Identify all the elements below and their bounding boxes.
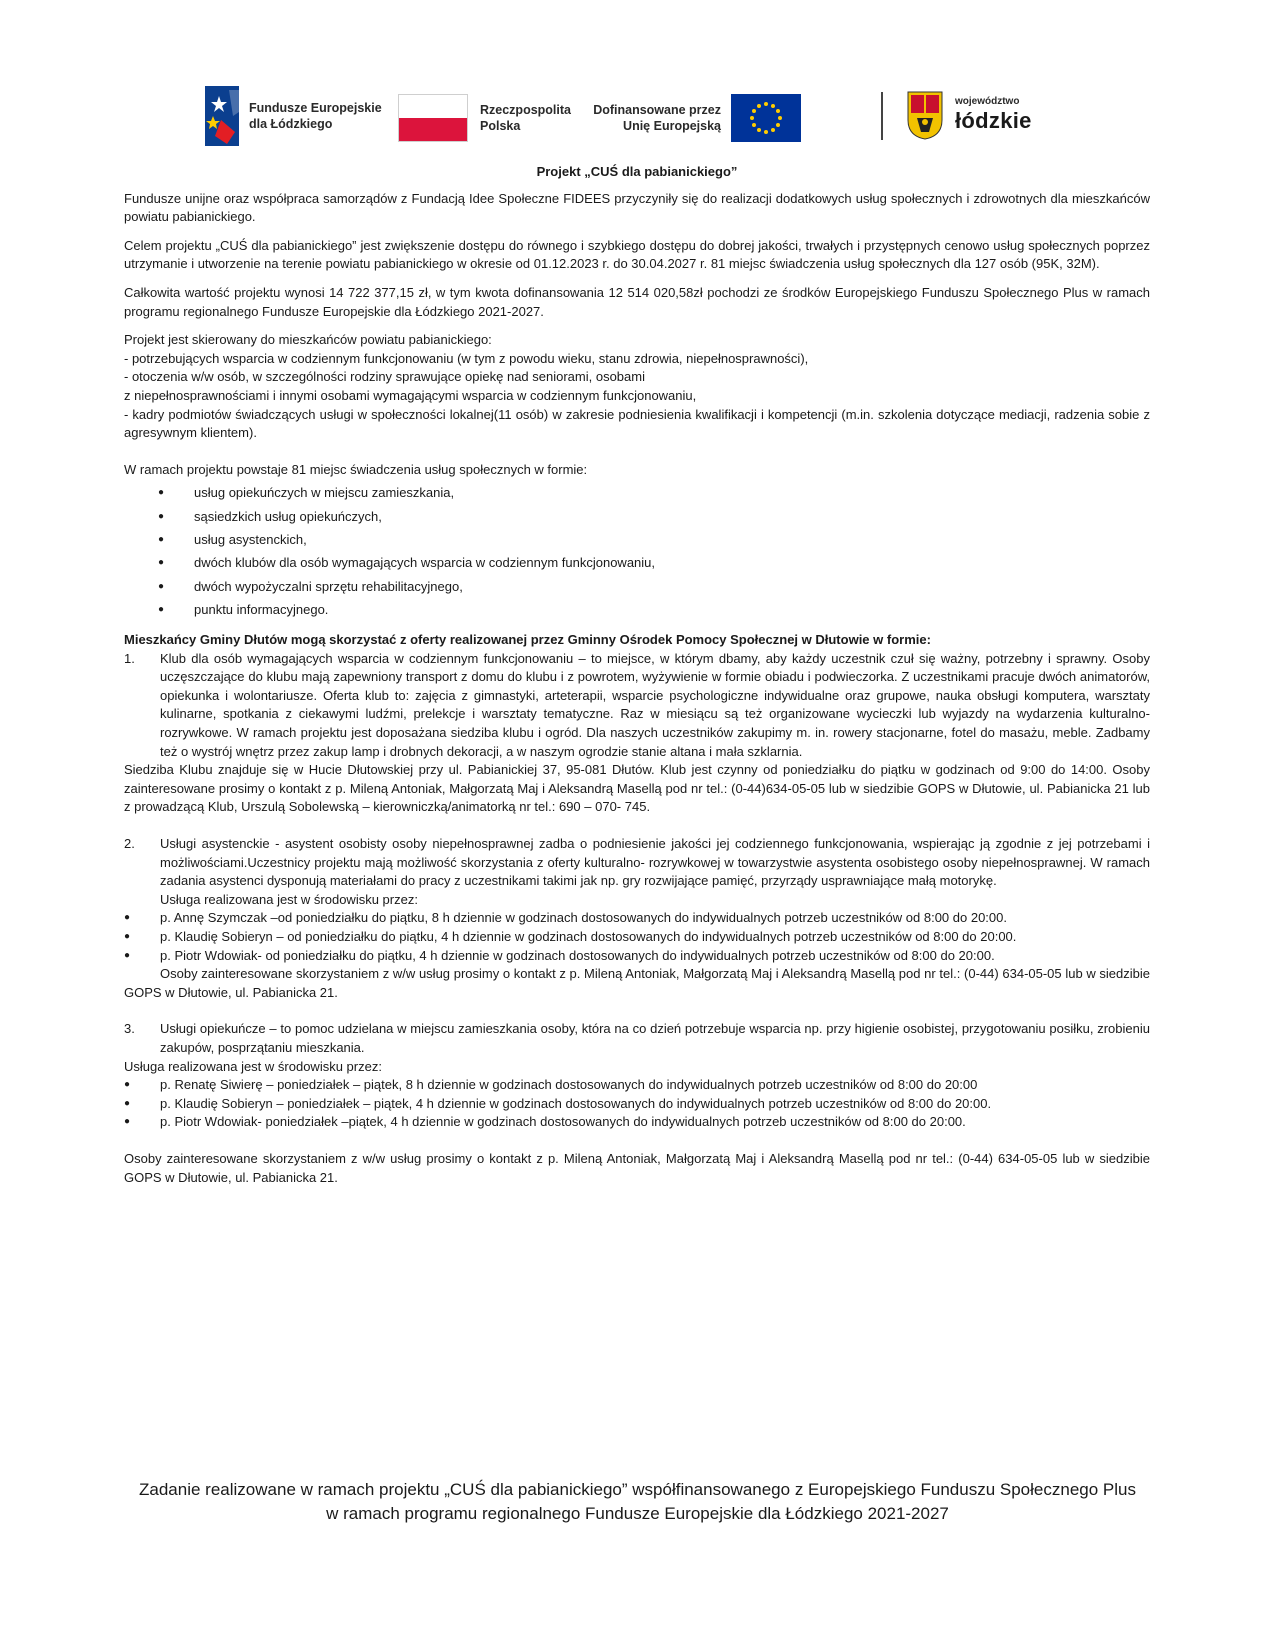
pl-logo-text — [480, 102, 571, 134]
target-line-1: - potrzebujących wsparcia w codziennym funkcjonowaniu (w tym z powodu wieku, stanu zdrowia, niepełnosprawności), — [124, 350, 809, 366]
logo-separator — [881, 92, 883, 140]
lodzkie-small-text: województwo — [955, 96, 1020, 107]
section-3-where: Usługa realizowana jest w środowisku przez: — [124, 1058, 382, 1074]
intro-paragraph-2: Celem projektu „CUŚ dla pabianickiego” jest zwiększenie dostępu do równego i szybkiego dostępu do dobrej jakości, trwałych i przystępnych cenowo usług społecznych poprzez utrzymanie i utworzenie na terenie powiatu pabianickiego w okresie od 01.12.2023 r. do 30.04.2027 r. 81 miejsc świadczenia usług społecznych dla 127 osób (95K, 32M). — [124, 237, 1150, 272]
pl-line1: Rzeczpospolita — [480, 103, 571, 117]
intro-paragraph-3: Całkowita wartość projektu wynosi 14 722 377,15 zł, w tym kwota dofinansowania 12 514 020,58zł pochodzi ze środków Europejskiego Funduszu Społecznego Plus w ramach programu regionalnego Fundusze Europejskie dla Łódzkiego 2021-2027. — [124, 284, 1150, 319]
fe-star-icon — [205, 86, 239, 146]
section-3 — [124, 1020, 1150, 1057]
document-body — [124, 163, 1150, 1187]
poland-flag-icon — [398, 94, 468, 142]
list-item: ● dwóch wypożyczalni sprzętu rehabilitacyjnego, — [124, 575, 1150, 598]
fe-logo-text — [249, 100, 382, 132]
target-line-2: - otoczenia w/w osób, w szczególności rodziny sprawujące opiekę nad seniorami, osobami — [124, 369, 645, 385]
section-2-number: 2. — [124, 836, 135, 852]
section-3-number: 3. — [124, 1021, 135, 1037]
fe-line2: dla Łódzkiego — [249, 117, 333, 131]
section-2-where: Usługa realizowana jest w środowisku przez: — [160, 891, 418, 907]
footer-line-2: w ramach programu regionalnego Fundusze Europejskie dla Łódzkiego 2021-2027 — [326, 1504, 949, 1523]
section-2 — [124, 835, 1150, 891]
target-lead: Projekt jest skierowany do mieszkańców powiatu pabianickiego: — [124, 332, 492, 348]
section-3-person: ● p. Renatę Siwierę – poniedziałek – piątek, 8 h dziennie w godzinach dostosowanych do indywidualnych potrzeb uczestników od 8:00 do 20:00 — [124, 1076, 1150, 1095]
section-1-club-address: Siedziba Klubu znajduje się w Hucie Dłutowskiej przy ul. Pabianickiej 37, 95-081 Dłutów. Klub jest czynny od poniedziałku do piątku w godzinach od 9:00 do 14:00. Osoby zainteresowane prosimy o kontakt z p. Mileną Antoniak, Małgorzatą Maj i Aleksandrą Masellą pod nr tel.: (0-44)634-05-05 lub w siedzibie GOPS w Dłutowie, ul. Pabianicka 21 lub z prowadzącą Klub, Urszulą Sobolewską – kierowniczką/animatorką nr tel.: 690 – 070- 745. — [124, 762, 1150, 815]
target-line-3: z niepełnosprawnościami i innymi osobami wymagającymi wsparcia w codziennym funkcjonowaniu, — [124, 387, 697, 403]
eu-logo-text — [591, 102, 721, 134]
fe-logo — [205, 84, 385, 148]
fe-line1: Fundusze Europejskie — [249, 101, 382, 115]
section-2-person: ● p. Annę Szymczak –od poniedziałku do piątku, 8 h dziennie w godzinach dostosowanych do indywidualnych potrzeb uczestników od 8:00 do 20:00. — [124, 909, 1150, 928]
intro-paragraph-1: Fundusze unijne oraz współpraca samorządów z Fundacją Idee Społeczne FIDEES przyczyniły się do realizacji dodatkowych usług społecznych i zdrowotnych dla mieszkańców powiatu pabianickiego. — [124, 190, 1150, 225]
section-3-text: Usługi opiekuńcze – to pomoc udzielana w miejscu zamieszkania osoby, która na co dzień potrzebuje wsparcia np. przy higienie osobistej, przygotowaniu posiłku, zrobieniu zakupów, posprzątaniu mieszkania. — [160, 1021, 1150, 1055]
eu-logo — [591, 84, 811, 148]
list-item: ● usług asystenckich, — [124, 528, 1150, 551]
list-item: ● dwóch klubów dla osób wymagających wsparcia w codziennym funkcjonowaniu, — [124, 551, 1150, 574]
section-1-number: 1. — [124, 650, 135, 666]
document-title: Projekt „CUŚ dla pabianickiego” — [536, 164, 738, 179]
lodzkie-big-text: łódzkie — [955, 108, 1032, 133]
section-3-person: ● p. Piotr Wdowiak- poniedziałek –piątek, 4 h dziennie w godzinach dostosowanych do indywidualnych potrzeb uczestników od 8:00 do 20:00. — [124, 1113, 1150, 1132]
lodzkie-shield-icon — [907, 90, 943, 140]
lodzkie-logo — [907, 84, 1075, 148]
pl-line2: Polska — [480, 119, 521, 133]
section-1 — [124, 650, 1150, 762]
eu-flag-icon — [731, 94, 801, 142]
section-2-person: ● p. Piotr Wdowiak- od poniedziałku do piątku, 4 h dziennie w godzinach dostosowanych do indywidualnych potrzeb uczestników od 8:00 do 20:00. — [124, 947, 1150, 966]
services-lead: W ramach projektu powstaje 81 miejsc świadczenia usług społecznych w formie: — [124, 461, 588, 477]
section-2-contact: Osoby zainteresowane skorzystaniem z w/w usług prosimy o kontakt z p. Mileną Antoniak, Małgorzatą Maj i Aleksandrą Masellą pod nr tel.: (0-44) 634-05-05 lub w siedzibie GOPS w Dłutowie, ul. Pabianicka 21. — [124, 966, 1150, 1000]
target-line-4: - kadry podmiotów świadczących usługi w społeczności lokalnej(11 osób) w zakresie podniesienia kwalifikacji i kompetencji (m.in. szkolenia dotyczące mediacji, radzenia sobie z agresywnym klientem). — [124, 406, 1150, 441]
eu-line2: Unię Europejską — [623, 119, 721, 133]
pl-logo — [398, 84, 578, 148]
list-item: ● punktu informacyjnego. — [124, 598, 1150, 621]
list-item: ● usług opiekuńczych w miejscu zamieszkania, — [124, 481, 1150, 504]
section-1-text: Klub dla osób wymagających wsparcia w codziennym funkcjonowaniu – to miejsce, w którym dbamy, aby każdy uczestnik czuł się ważny, potrzebny i sprawny. Osoby uczęszczające do klubu mają zapewniony transport z domu do klubu i z powrotem, wyżywienie w formie obiadu i podwieczorka. Z uczestnikami pracuje dwóch animatorów, opiekunka i wolontariusze. Oferta klub to: zajęcia z gimnastyki, arteterapii, wsparcie psychologiczne indywidualne oraz grupowe, nauka obsługi komputera, warsztaty kulinarne, spotkania z ciekawymi ludźmi, prelekcje i warsztaty tematyczne. Raz w miesiącu są też organizowane wycieczki lub wyjazdy na wydarzenia kulturalno-rozrywkowe. W ramach projektu jest doposażana siedziba klubu i ogród. Dla naszych uczestników zakupimy m. in. rowery stacjonarne, fotel do masażu, meble. Zadbamy też o wystrój wnętrz przez zakup lamp i drobnych dekoracji, a w naszym ogrodzie stanie altana i mała szklarnia. — [160, 650, 1150, 759]
list-item: ● sąsiedzkich usług opiekuńczych, — [124, 505, 1150, 528]
section-2-text: Usługi asystenckie - asystent osobisty osoby niepełnosprawnej zadba o podniesienie jakości jej codziennego funkcjonowania, wspierając ją zgodnie z jej potrzebami i możliwościami.Uczestnicy projektu mają możliwość skorzystania z oferty kulturalno- rozrywkowej w towarzystwie asystenta osobistego osoby niepełnosprawnej. W ramach zadania asystenci dysponują materiałami do pracy z uczestnikami takimi jak np. gry rozwijające pamięć, przyrządy usprawniające małą motorykę. — [160, 836, 1150, 889]
final-contact: Osoby zainteresowane skorzystaniem z w/w usług prosimy o kontakt z p. Mileną Antoniak, Małgorzatą Maj i Aleksandrą Masellą pod nr tel.: (0-44) 634-05-05 lub w siedzibie GOPS w Dłutowie, ul. Pabianicka 21. — [124, 1150, 1150, 1185]
page-footer — [100, 1478, 1175, 1526]
logo-bar — [205, 84, 1075, 148]
services-list — [124, 481, 1150, 621]
gmina-heading: Mieszkańcy Gminy Dłutów mogą skorzystać z oferty realizowanej przez Gminny Ośrodek Pomocy Społecznej w Dłutowie w formie: — [124, 632, 931, 648]
footer-line-1: Zadanie realizowane w ramach projektu „CUŚ dla pabianickiego” współfinansowanego z Europejskiego Funduszu Społecznego Plus — [139, 1480, 1136, 1499]
section-2-person: ● p. Klaudię Sobieryn – od poniedziałku do piątku, 4 h dziennie w godzinach dostosowanych do indywidualnych potrzeb uczestników od 8:00 do 20:00. — [124, 928, 1150, 947]
eu-line1: Dofinansowane przez — [593, 103, 721, 117]
section-3-person: ● p. Klaudię Sobieryn – poniedziałek – piątek, 4 h dziennie w godzinach dostosowanych do indywidualnych potrzeb uczestników od 8:00 do 20:00. — [124, 1095, 1150, 1114]
